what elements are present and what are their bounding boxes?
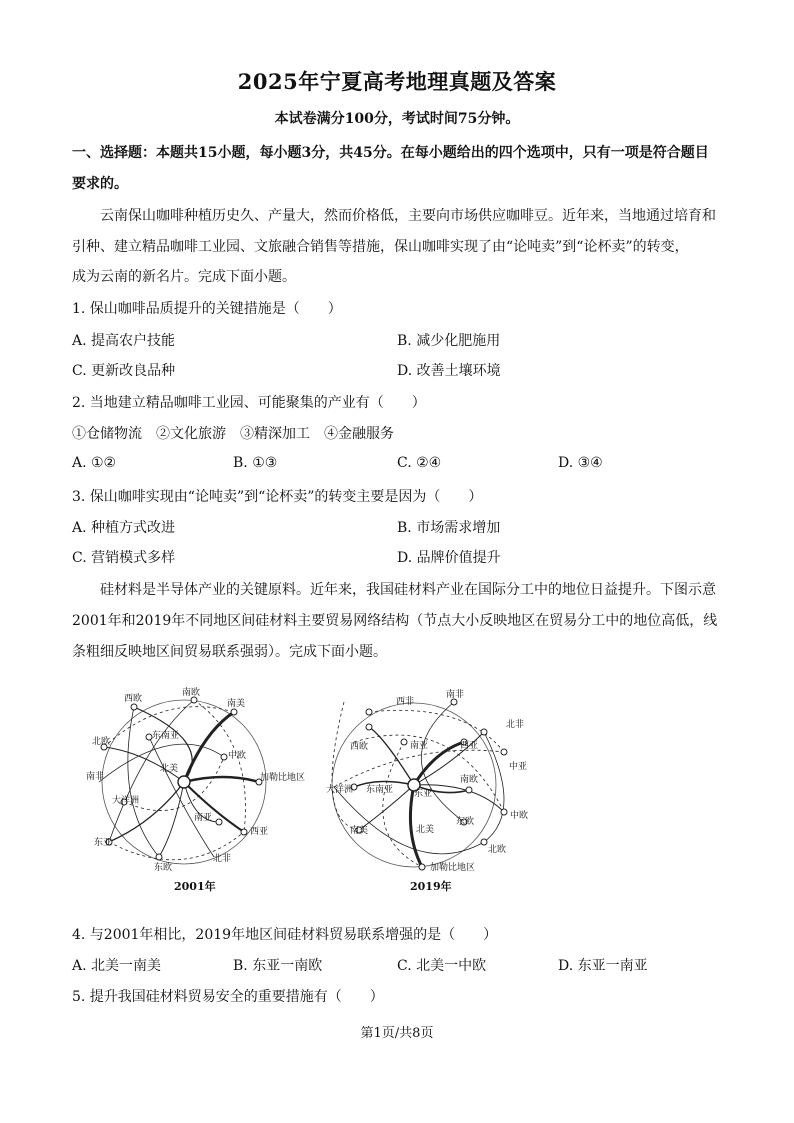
node-label: 中亚 [509, 762, 528, 772]
figure-caption-2001: 2001年 [174, 880, 216, 893]
q2-items: ①仓储物流 ②文化旅游 ③精深加工 ④金融服务 [72, 426, 394, 442]
page-footer: 第1页/共8页 [360, 1026, 434, 1041]
figure-caption-2019: 2019年 [410, 880, 452, 893]
q3-option-a: A. 种植方式改进 [72, 520, 176, 536]
question-5-stem: 5. 提升我国硅材料贸易安全的重要措施有（ ） [72, 989, 384, 1005]
page-title: 2025年宁夏高考地理真题及答案 [237, 69, 557, 94]
node-label: 北欧 [92, 737, 111, 747]
section-heading: 一、选择题：本题共15小题，每小题3分，共45分。在每小题给出的四个选项中，只有一项是符合题目 [72, 145, 709, 161]
node-label: 加勒比地区 [430, 863, 476, 873]
question-2-stem: 2. 当地建立精品咖啡工业园、可能聚集的产业有（ ） [72, 395, 426, 411]
q1-option-d: D. 改善土壤环境 [397, 363, 501, 379]
node-label: 东欧 [456, 817, 475, 827]
q4-option-b: B. 东亚一南欧 [233, 958, 323, 974]
q1-option-b: B. 减少化肥施用 [397, 333, 501, 349]
node-label: 中欧 [510, 811, 529, 821]
node-label: 中欧 [228, 751, 247, 761]
q2-option-c: C. ②④ [397, 455, 442, 471]
node-label: 北非 [506, 720, 525, 730]
node-label: 加勒比地区 [260, 773, 306, 783]
trade-network-figure [84, 682, 534, 897]
node-label: 西非 [396, 697, 415, 707]
node-label: 东亚 [94, 838, 113, 848]
question-3-stem: 3. 保山咖啡实现由“论吨卖”到“论杯卖”的转变主要是因为（ ） [72, 489, 483, 505]
node-label: 北欧 [488, 845, 507, 855]
node-label: 北非 [213, 854, 232, 864]
q1-option-a: A. 提高农户技能 [72, 333, 176, 349]
node-label: 南美 [227, 699, 246, 709]
node-label: 南欧 [460, 775, 479, 785]
q1-option-c: C. 更新改良品种 [72, 363, 176, 379]
network-2019 [332, 699, 507, 870]
passage1-line: 引种、建立精品咖啡工业园、文旅融合销售等措施，保山咖啡实现了由“论吨卖”到“论杯卖”的转变， [72, 239, 689, 255]
q3-option-c: C. 营销模式多样 [72, 550, 176, 566]
node-label: 北美 [160, 764, 179, 774]
q2-option-a: A. ①② [72, 455, 117, 471]
q2-option-b: B. ①③ [233, 455, 278, 471]
q2-option-d: D. ③④ [558, 455, 603, 471]
node-label: 南亚 [194, 813, 213, 823]
node-label: 东南亚 [152, 731, 180, 741]
question-1-stem: 1. 保山咖啡品质提升的关键措施是（ ） [72, 301, 342, 317]
node-label: 西亚 [460, 741, 479, 751]
node-label: 南非 [86, 772, 105, 782]
q4-option-d: D. 东亚一南亚 [558, 958, 648, 974]
passage2-line: 硅材料是半导体产业的关键原料。近年来，我国硅材料产业在国际分工中的地位日益提升。下图示意 [100, 582, 716, 598]
network-2001 [99, 697, 269, 864]
section-heading-cont: 要求的。 [72, 176, 128, 192]
q4-option-c: C. 北美一中欧 [397, 958, 487, 974]
question-4-stem: 4. 与2001年相比，2019年地区间硅材料贸易联系增强的是（ ） [72, 927, 498, 943]
node-label: 东欧 [154, 863, 173, 873]
passage2-line: 2001年和2019年不同地区间硅材料主要贸易网络结构（节点大小反映地区在贸易分工中的地位高低，线 [72, 613, 718, 629]
node-label: 南欧 [182, 688, 201, 698]
q4-option-a: A. 北美一南美 [72, 958, 162, 974]
node-label: 北美 [416, 825, 435, 835]
node-label: 南美 [350, 826, 369, 836]
node-label: 大洋洲 [112, 796, 140, 806]
node-label: 东南亚 [366, 785, 394, 795]
node-label: 大洋洲 [326, 785, 354, 795]
page-subtitle: 本试卷满分100分，考试时间75分钟。 [274, 111, 520, 127]
node-label: 西亚 [250, 827, 269, 837]
passage1-line: 云南保山咖啡种植历史久、产量大，然而价格低，主要向市场供应咖啡豆。近年来，当地通过培育和 [100, 208, 716, 224]
node-label: 西欧 [124, 694, 143, 704]
passage1-line: 成为云南的新名片。完成下面小题。 [72, 269, 296, 285]
passage2-line: 条粗细反映地区间贸易联系强弱）。完成下面小题。 [72, 644, 387, 660]
q3-option-b: B. 市场需求增加 [397, 520, 501, 536]
node-label: 东亚 [414, 789, 433, 799]
node-label: 西欧 [350, 742, 369, 752]
node-label: 南亚 [410, 741, 429, 751]
q3-option-d: D. 品牌价值提升 [397, 550, 501, 566]
node-label: 南非 [446, 690, 465, 700]
